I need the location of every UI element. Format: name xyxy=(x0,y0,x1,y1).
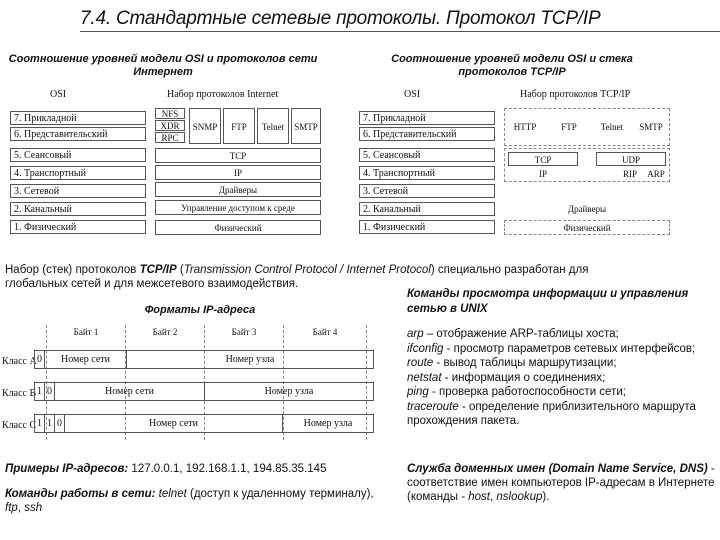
command-name: nslookup xyxy=(496,491,543,503)
command-desc: – отображение ARP-таблицы хоста; xyxy=(423,328,619,340)
proto-ip: IP xyxy=(155,165,321,180)
osi-layer: 4. Транспортный xyxy=(359,166,495,180)
right-diagram-caption: Соотношение уровней модели OSI и стека протоколов TCP/IP xyxy=(391,53,633,78)
prefix-bit: 0 xyxy=(55,415,65,432)
intro-text: Набор (стек) протоколов xyxy=(5,264,140,276)
prefix-bit: 1 xyxy=(35,383,45,400)
osi-layer: 4. Транспортный xyxy=(10,166,146,180)
proto-ip: IP xyxy=(538,169,547,179)
proto-rpc: RPC xyxy=(155,132,185,143)
command-desc: - информация о соединениях; xyxy=(441,371,606,384)
command-item xyxy=(407,342,717,357)
proto-tcp: TCP xyxy=(508,152,578,166)
tcpip-expansion: Transmission Control Protocol / Internet Protocol xyxy=(183,264,431,276)
dns-title: Служба доменных имен (Domain Name Service, DNS) xyxy=(407,463,708,475)
osi-layer: 7. Прикладной xyxy=(359,111,495,125)
command-name: ping xyxy=(407,386,429,398)
command-name: arp xyxy=(407,328,424,340)
osi-layer: 3. Сетевой xyxy=(10,184,146,198)
left-diagram-caption: Соотношение уровней модели OSI и протоколов сети Интернет xyxy=(8,53,318,78)
dns-text: - соответствие имен компьютеров IP-адресам в Интернете (команды - xyxy=(407,463,715,503)
class-a-row xyxy=(34,350,374,369)
proto-ftp: FTP xyxy=(561,122,577,132)
byte-label: Байт 3 xyxy=(231,327,257,337)
osi-layer: 3. Сетевой xyxy=(359,184,495,198)
proto-smtp: SMTP xyxy=(639,122,663,132)
osi-layer: 7. Прикладной xyxy=(10,111,146,125)
network-number: Номер сети xyxy=(45,351,127,368)
proto-telnet: Telnet xyxy=(257,108,289,144)
protocols-header: Набор протоколов Internet xyxy=(167,89,279,100)
class-label: Класс B xyxy=(2,388,37,399)
command-item xyxy=(407,356,717,371)
command-desc: - вывод таблицы маршрутизации; xyxy=(433,357,617,369)
network-number: Номер сети xyxy=(55,383,205,400)
command-name: ftp xyxy=(5,502,18,514)
command-name: route xyxy=(407,357,434,369)
proto-physical: Физический xyxy=(504,220,670,235)
class-label: Класс A xyxy=(2,356,37,367)
command-item xyxy=(407,371,717,386)
network-commands xyxy=(5,487,385,515)
command-name: ifconfig xyxy=(407,342,444,355)
command-name: telnet xyxy=(158,488,187,500)
command-item xyxy=(407,400,717,429)
prefix-bit: 0 xyxy=(35,351,45,368)
command-name: netstat xyxy=(407,371,442,384)
proto-snmp: SNMP xyxy=(189,108,221,144)
osi-header: OSI xyxy=(50,89,67,100)
osi-layer: 1. Физический xyxy=(359,220,495,234)
ip-examples-value: 127.0.0.1, 192.168.1.1, 194.85.35.145 xyxy=(128,463,327,475)
osi-layer: 6. Представительский xyxy=(10,127,146,141)
command-item xyxy=(407,327,717,342)
host-number: Номер узла xyxy=(303,418,353,429)
unix-commands-title: Команды просмотра информации и управления сетью в UNIX xyxy=(407,288,689,315)
prefix-bit: 1 xyxy=(35,415,45,432)
intro-text: ( xyxy=(176,264,184,276)
network-number: Номер сети xyxy=(65,415,283,432)
command-desc: (доступ к удаленному терминалу), xyxy=(186,488,374,500)
osi-layer: 5. Сеансовый xyxy=(359,148,495,162)
ip-examples-label: Примеры IP-адресов: xyxy=(5,463,129,475)
host-number: Номер узла xyxy=(225,354,275,365)
command-desc: , xyxy=(17,502,25,514)
proto-tcp: TCP xyxy=(155,148,321,163)
proto-access-control: Управление доступом к среде xyxy=(155,200,321,215)
proto-drivers: Драйверы xyxy=(155,182,321,197)
command-desc: - проверка работоспособности сети; xyxy=(428,386,626,398)
intro-text: ) специально разработан для xyxy=(430,264,589,276)
class-b-row xyxy=(34,382,374,401)
network-commands-label: Команды работы в сети: xyxy=(5,488,156,500)
class-c-row xyxy=(34,414,374,433)
class-label: Класс C xyxy=(2,420,37,431)
dns-text: , xyxy=(489,491,497,503)
proto-arp: ARP xyxy=(647,169,665,179)
proto-xdr: XDR xyxy=(155,120,185,131)
proto-physical: Физический xyxy=(155,220,321,235)
proto-http: HTTP xyxy=(513,122,537,132)
prefix-bit: 0 xyxy=(45,383,55,400)
byte-label: Байт 4 xyxy=(312,327,338,337)
protocols-header: Набор протоколов TCP/IP xyxy=(520,89,631,100)
host-number: Номер узла xyxy=(264,386,314,397)
osi-layer: 2. Канальный xyxy=(10,202,146,216)
command-desc: - просмотр параметров сетевых интерфейсов; xyxy=(443,342,696,355)
page-title: 7.4. Стандартные сетевые протоколы. Протокол TCP/IP xyxy=(80,8,601,29)
proto-telnet: Telnet xyxy=(600,122,624,132)
ip-formats-title: Форматы IP-адреса xyxy=(144,304,256,316)
proto-smtp: SMTP xyxy=(291,108,321,144)
ip-format-diagram xyxy=(0,0,400,460)
osi-header: OSI xyxy=(404,89,421,100)
command-name: ssh xyxy=(24,502,43,514)
osi-layer: 6. Представительский xyxy=(359,127,495,141)
proto-rip: RIP xyxy=(622,169,637,179)
proto-ftp: FTP xyxy=(223,108,255,144)
dns-text: ). xyxy=(542,491,550,503)
dns-description xyxy=(407,462,717,504)
byte-label: Байт 2 xyxy=(152,327,178,337)
osi-layer: 5. Сеансовый xyxy=(10,148,146,162)
proto-udp: UDP xyxy=(596,152,666,166)
tcpip-term: TCP/IP xyxy=(139,264,177,276)
command-desc: - определение приблизительного маршрута прохождения пакета. xyxy=(407,400,696,427)
osi-layer: 2. Канальный xyxy=(359,202,495,216)
right-osi-table xyxy=(354,84,672,240)
osi-layer: 1. Физический xyxy=(10,220,146,234)
proto-drivers: Драйверы xyxy=(567,204,607,214)
ip-examples xyxy=(5,462,400,476)
prefix-bit: 1 xyxy=(45,415,55,432)
byte-label: Байт 1 xyxy=(73,327,99,337)
unix-commands-block xyxy=(407,287,717,429)
proto-nfs: NFS xyxy=(155,108,185,119)
command-item xyxy=(407,385,717,400)
command-name: host xyxy=(468,491,490,503)
command-name: traceroute xyxy=(407,400,459,413)
intro-text: глобальных сетей и для межсетевого взаимодействия. xyxy=(5,278,299,290)
